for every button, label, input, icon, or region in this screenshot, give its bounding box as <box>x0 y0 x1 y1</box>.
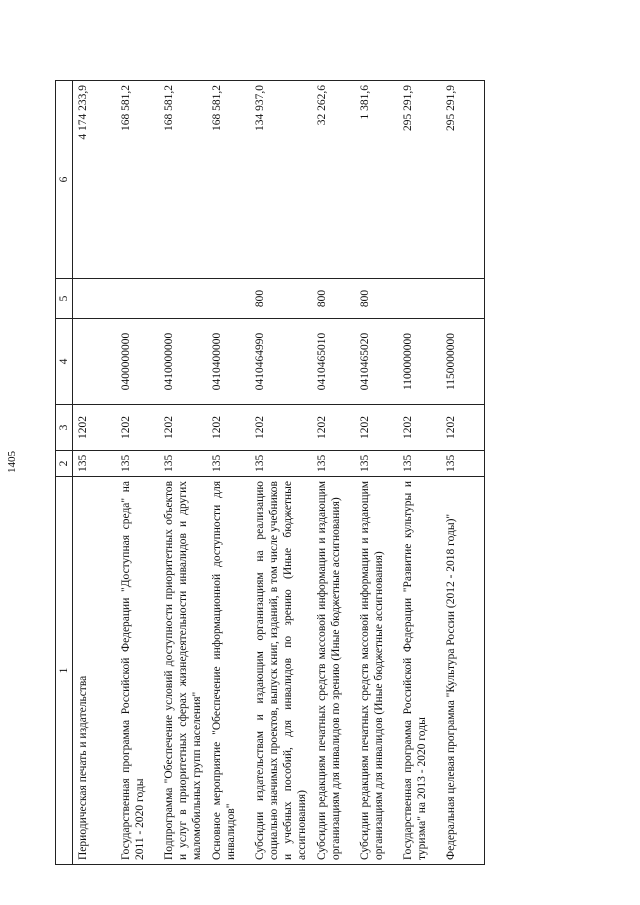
expense-type-cell: 800 <box>355 279 398 319</box>
budget-table <box>55 80 485 865</box>
table-row <box>207 81 250 865</box>
row-name-cell: Государственная программа Российской Федерации "Доступная среда" на 2011 - 2020 годы <box>116 477 159 865</box>
target-article-cell: 0410000000 <box>159 319 207 405</box>
ministry-code-cell: 135 <box>398 451 441 477</box>
column-header-3: 3 <box>56 405 73 451</box>
section-code-cell: 1202 <box>250 405 312 451</box>
expense-type-cell: 800 <box>312 279 355 319</box>
expense-type-cell <box>116 279 159 319</box>
table-row <box>73 81 117 865</box>
row-name-cell: Федеральная целевая программа "Культура России (2012 - 2018 годы)" <box>441 477 485 865</box>
column-header-5: 5 <box>56 279 73 319</box>
ministry-code-cell: 135 <box>159 451 207 477</box>
amount-cell: 295 291,9 <box>398 81 441 279</box>
column-header-1: 1 <box>56 477 73 865</box>
table-row <box>441 81 485 865</box>
ministry-code-cell: 135 <box>312 451 355 477</box>
section-code-cell: 1202 <box>312 405 355 451</box>
row-name-cell: Субсидии редакциям печатных средств массовой информации и издающим организациям для инвалидов (Иные бюджетные ассигнования) <box>355 477 398 865</box>
target-article-cell: 0410400000 <box>207 319 250 405</box>
row-name-cell: Подпрограмма "Обеспечение условий доступности приоритетных объектов и услуг в приоритетных сферах жизнедеятельности инвалидов и других маломобильных групп населения" <box>159 477 207 865</box>
table-row <box>398 81 441 865</box>
ministry-code-cell: 135 <box>441 451 485 477</box>
amount-cell: 134 937,0 <box>250 81 312 279</box>
target-article-cell: 0410465010 <box>312 319 355 405</box>
ministry-code-cell: 135 <box>73 451 117 477</box>
target-article-cell: 0410465020 <box>355 319 398 405</box>
amount-cell: 1 381,6 <box>355 81 398 279</box>
amount-cell: 295 291,9 <box>441 81 485 279</box>
ministry-code-cell: 135 <box>116 451 159 477</box>
expense-type-cell: 800 <box>250 279 312 319</box>
table-row <box>159 81 207 865</box>
amount-cell: 168 581,2 <box>207 81 250 279</box>
ministry-code-cell: 135 <box>207 451 250 477</box>
row-name-cell: Государственная программа Российской Федерации "Развитие культуры и туризма" на 2013 - 2020 годы <box>398 477 441 865</box>
target-article-cell: 0410464990 <box>250 319 312 405</box>
page-number: 1405 <box>6 451 18 473</box>
section-code-cell: 1202 <box>355 405 398 451</box>
section-code-cell: 1202 <box>116 405 159 451</box>
expense-type-cell <box>159 279 207 319</box>
row-name-cell: Субсидии издательствам и издающим организациям на реализацию социально значимых проектов, выпуск книг, изданий, в том числе учебников и учебных пособий, для инвалидов по зрению (Иные бюджетные ассигнования) <box>250 477 312 865</box>
table-row <box>116 81 159 865</box>
target-article-cell: 0400000000 <box>116 319 159 405</box>
amount-cell: 4 174 233,9 <box>73 81 117 279</box>
section-code-cell: 1202 <box>159 405 207 451</box>
row-name-cell: Субсидии редакциям печатных средств массовой информации и издающим организациям для инвалидов по зрению (Иные бюджетные ассигнования) <box>312 477 355 865</box>
section-code-cell: 1202 <box>207 405 250 451</box>
target-article-cell: 1150000000 <box>441 319 485 405</box>
table-row <box>250 81 312 865</box>
column-header-6: 6 <box>56 81 73 279</box>
expense-type-cell <box>441 279 485 319</box>
ministry-code-cell: 135 <box>250 451 312 477</box>
amount-cell: 32 262,6 <box>312 81 355 279</box>
table-row <box>355 81 398 865</box>
target-article-cell <box>73 319 117 405</box>
section-code-cell: 1202 <box>441 405 485 451</box>
row-name-cell: Периодическая печать и издательства <box>73 477 117 865</box>
table-row <box>312 81 355 865</box>
ministry-code-cell: 135 <box>355 451 398 477</box>
section-code-cell: 1202 <box>73 405 117 451</box>
expense-type-cell <box>73 279 117 319</box>
expense-type-cell <box>398 279 441 319</box>
column-header-4: 4 <box>56 319 73 405</box>
column-header-2: 2 <box>56 451 73 477</box>
expense-type-cell <box>207 279 250 319</box>
amount-cell: 168 581,2 <box>116 81 159 279</box>
row-name-cell: Основное мероприятие "Обеспечение информационной доступности для инвалидов" <box>207 477 250 865</box>
table-header-row <box>56 81 73 865</box>
section-code-cell: 1202 <box>398 405 441 451</box>
amount-cell: 168 581,2 <box>159 81 207 279</box>
target-article-cell: 1100000000 <box>398 319 441 405</box>
